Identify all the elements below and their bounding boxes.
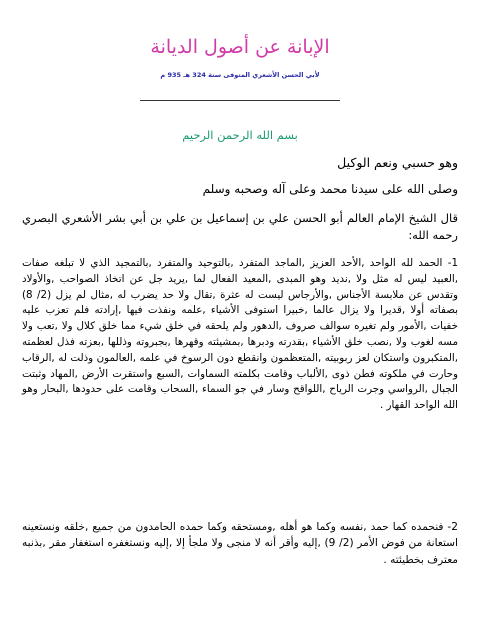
paragraph-2: 2- فنحمده كما حمد ,نفسه وكما هو أهله ,ومستحقه وكما حمده الحامدون من جميع ,خلقه ونستعينه استعانة من فوض الأمر (2/ 9) ,إليه وأقر أنه لا منجى ولا ملجأ إلا ,إليه ونستغفره استغفار مقر ,بذنبه معترف بخطيئته . — [22, 521, 458, 566]
paragraph-1: 1- الحمد لله الواحد ,الأحد العزيز ,الماجد المتفرد ,بالتوحيد والمتفرد ,بالتمجيد الذي لا تبلغه صفات ,العبيد ليس له مثل ولا ,نديد وهو المبدى ,المعيد الفعال لما ,يريد جل عن اتخاذ الصواحب ,والأولاد وتقدس عن ملابسة الأجناس ,والأرجاس ليست له عثرة ,تقال ولا حد يضرب له ,مثال لم يزل (2/ 8) بصفاته أولا ,قديرا ولا يزال عالما ,خبيرا استوفى الأشياء ,علمه ونفذت فيها ,إرادته فلم تعزب عليه خفيات ,الأمور ولم تغيره سوالف صروف ,الدهور ولم يلحقه في خلق شيء مما خلق كلال ولا ,تعب ولا مسه لغوب ولا ,نصب خلق الأشياء ,بقدرته ودبرها ,بمشيئته وقهرها ,بجبروته وذللها ,بعزته فذل لعظمته ,المتكبرون واستكان لعز ربوبيته ,المتعظمون وانقطع دون الرسوخ في علمه ,العالمون وذلت له ,الرقاب وحارت في ملكوته فطن ذوى ,الألباب وقامت بكلمته السماوات ,السبع واستقرت الأرض ,المهاد وثبتت الجبال ,الرواسي وجرت الرياح ,اللواقح وسار في جو السماء ,السحاب وقامت على حدودها ,البحار وهو الله الواحد القهار . — [22, 257, 459, 412]
author-line: لأبي الحسن الأشعري المتوفى سنة 324 هـ 935 م — [160, 71, 320, 79]
horizontal-divider — [140, 100, 340, 101]
basmala-line: بسم الله الرحمن الرحيم — [182, 128, 298, 142]
opening-line-2: وصلى الله على سيدنا محمد وعلى آله وصحبه وسلم — [202, 182, 458, 196]
opening-line-1: وهو حسبي ونعم الوكيل — [337, 155, 458, 170]
document-title: الإبانة عن أصول الديانة — [150, 36, 330, 58]
intro-paragraph: قال الشيخ الإمام العالم أبو الحسن علي بن إسماعيل بن علي بن أبي بشر الأشعري البصري رحمه الله: — [22, 211, 458, 242]
